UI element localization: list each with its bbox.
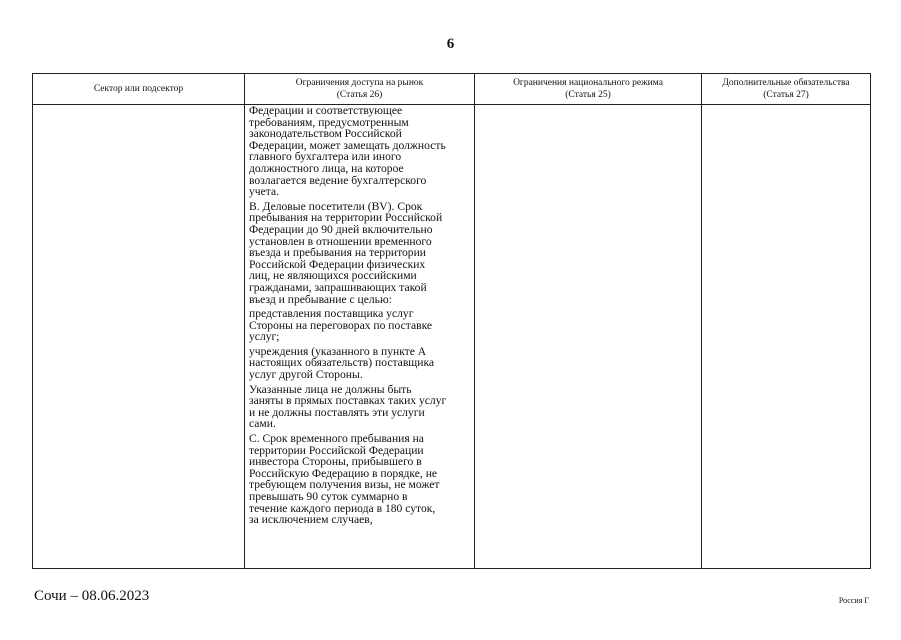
- header-sector: [33, 74, 245, 105]
- header-additional-commitments-line2: (Статья 27): [763, 90, 809, 100]
- header-national-treatment-line1: Ограничения национального режима: [513, 78, 663, 88]
- header-additional-commitments: [702, 74, 871, 105]
- market-access-paragraph: B. Деловые посетители (BV). Срок пребывания на территории Российской Федерации до 90 дней включительно установлен в отношении временного въезда и пребывания на территории Российской Федерации физических лиц, не являющихся российскими гражданами, запрашивающих такой въезд и пребывание с целью:: [249, 199, 443, 306]
- market-access-text: [245, 105, 474, 526]
- market-access-paragraph: представления поставщика услуг Стороны на переговорах по поставке услуг;: [249, 307, 433, 344]
- cell-market-access: [245, 105, 475, 569]
- market-access-paragraph: Указанные лица не должны быть заняты в прямых поставках таких услуг и не должны поставлять эти услуги сами.: [249, 382, 447, 431]
- page-number: 6: [446, 36, 455, 52]
- header-market-access-line1: Ограничения доступа на рынок: [295, 78, 424, 88]
- footer-location-date: Сочи – 08.06.2023: [34, 588, 150, 604]
- cell-sector: [33, 105, 245, 569]
- market-access-paragraph: Федерации и соответствующее требованиям, предусмотренным законодательством Российской Федерации, может замещать должность главного бухгалтера или иного должностного лица, на которое возлагается ведение бухгалтерского учета.: [249, 104, 446, 199]
- header-sector-line1: Сектор или подсектор: [93, 84, 184, 94]
- header-additional-commitments-line1: Дополнительные обязательства: [722, 78, 850, 88]
- table-row: [33, 105, 871, 569]
- header-national-treatment-line2: (Статья 25): [565, 90, 611, 100]
- cell-national-treatment: [475, 105, 702, 569]
- footer-document-id: Россия Г: [838, 596, 869, 605]
- table-header-row: [33, 74, 871, 105]
- commitments-table: [32, 73, 871, 569]
- market-access-paragraph: учреждения (указанного в пункте A настоящих обязательств) поставщика услуг другой Стороны.: [249, 344, 435, 382]
- cell-additional-commitments: [702, 105, 871, 569]
- header-market-access-line2: (Статья 26): [336, 90, 383, 100]
- market-access-paragraph: C. Срок временного пребывания на территории Российской Федерации инвестора Стороны, прибывшего в Российскую Федерацию в порядке, не требующем получения визы, не может превышать 90 суток суммарно в течение каждого периода в 180 суток, за исключением случаев,: [249, 432, 440, 527]
- header-market-access: [245, 74, 475, 105]
- header-national-treatment: [475, 74, 702, 105]
